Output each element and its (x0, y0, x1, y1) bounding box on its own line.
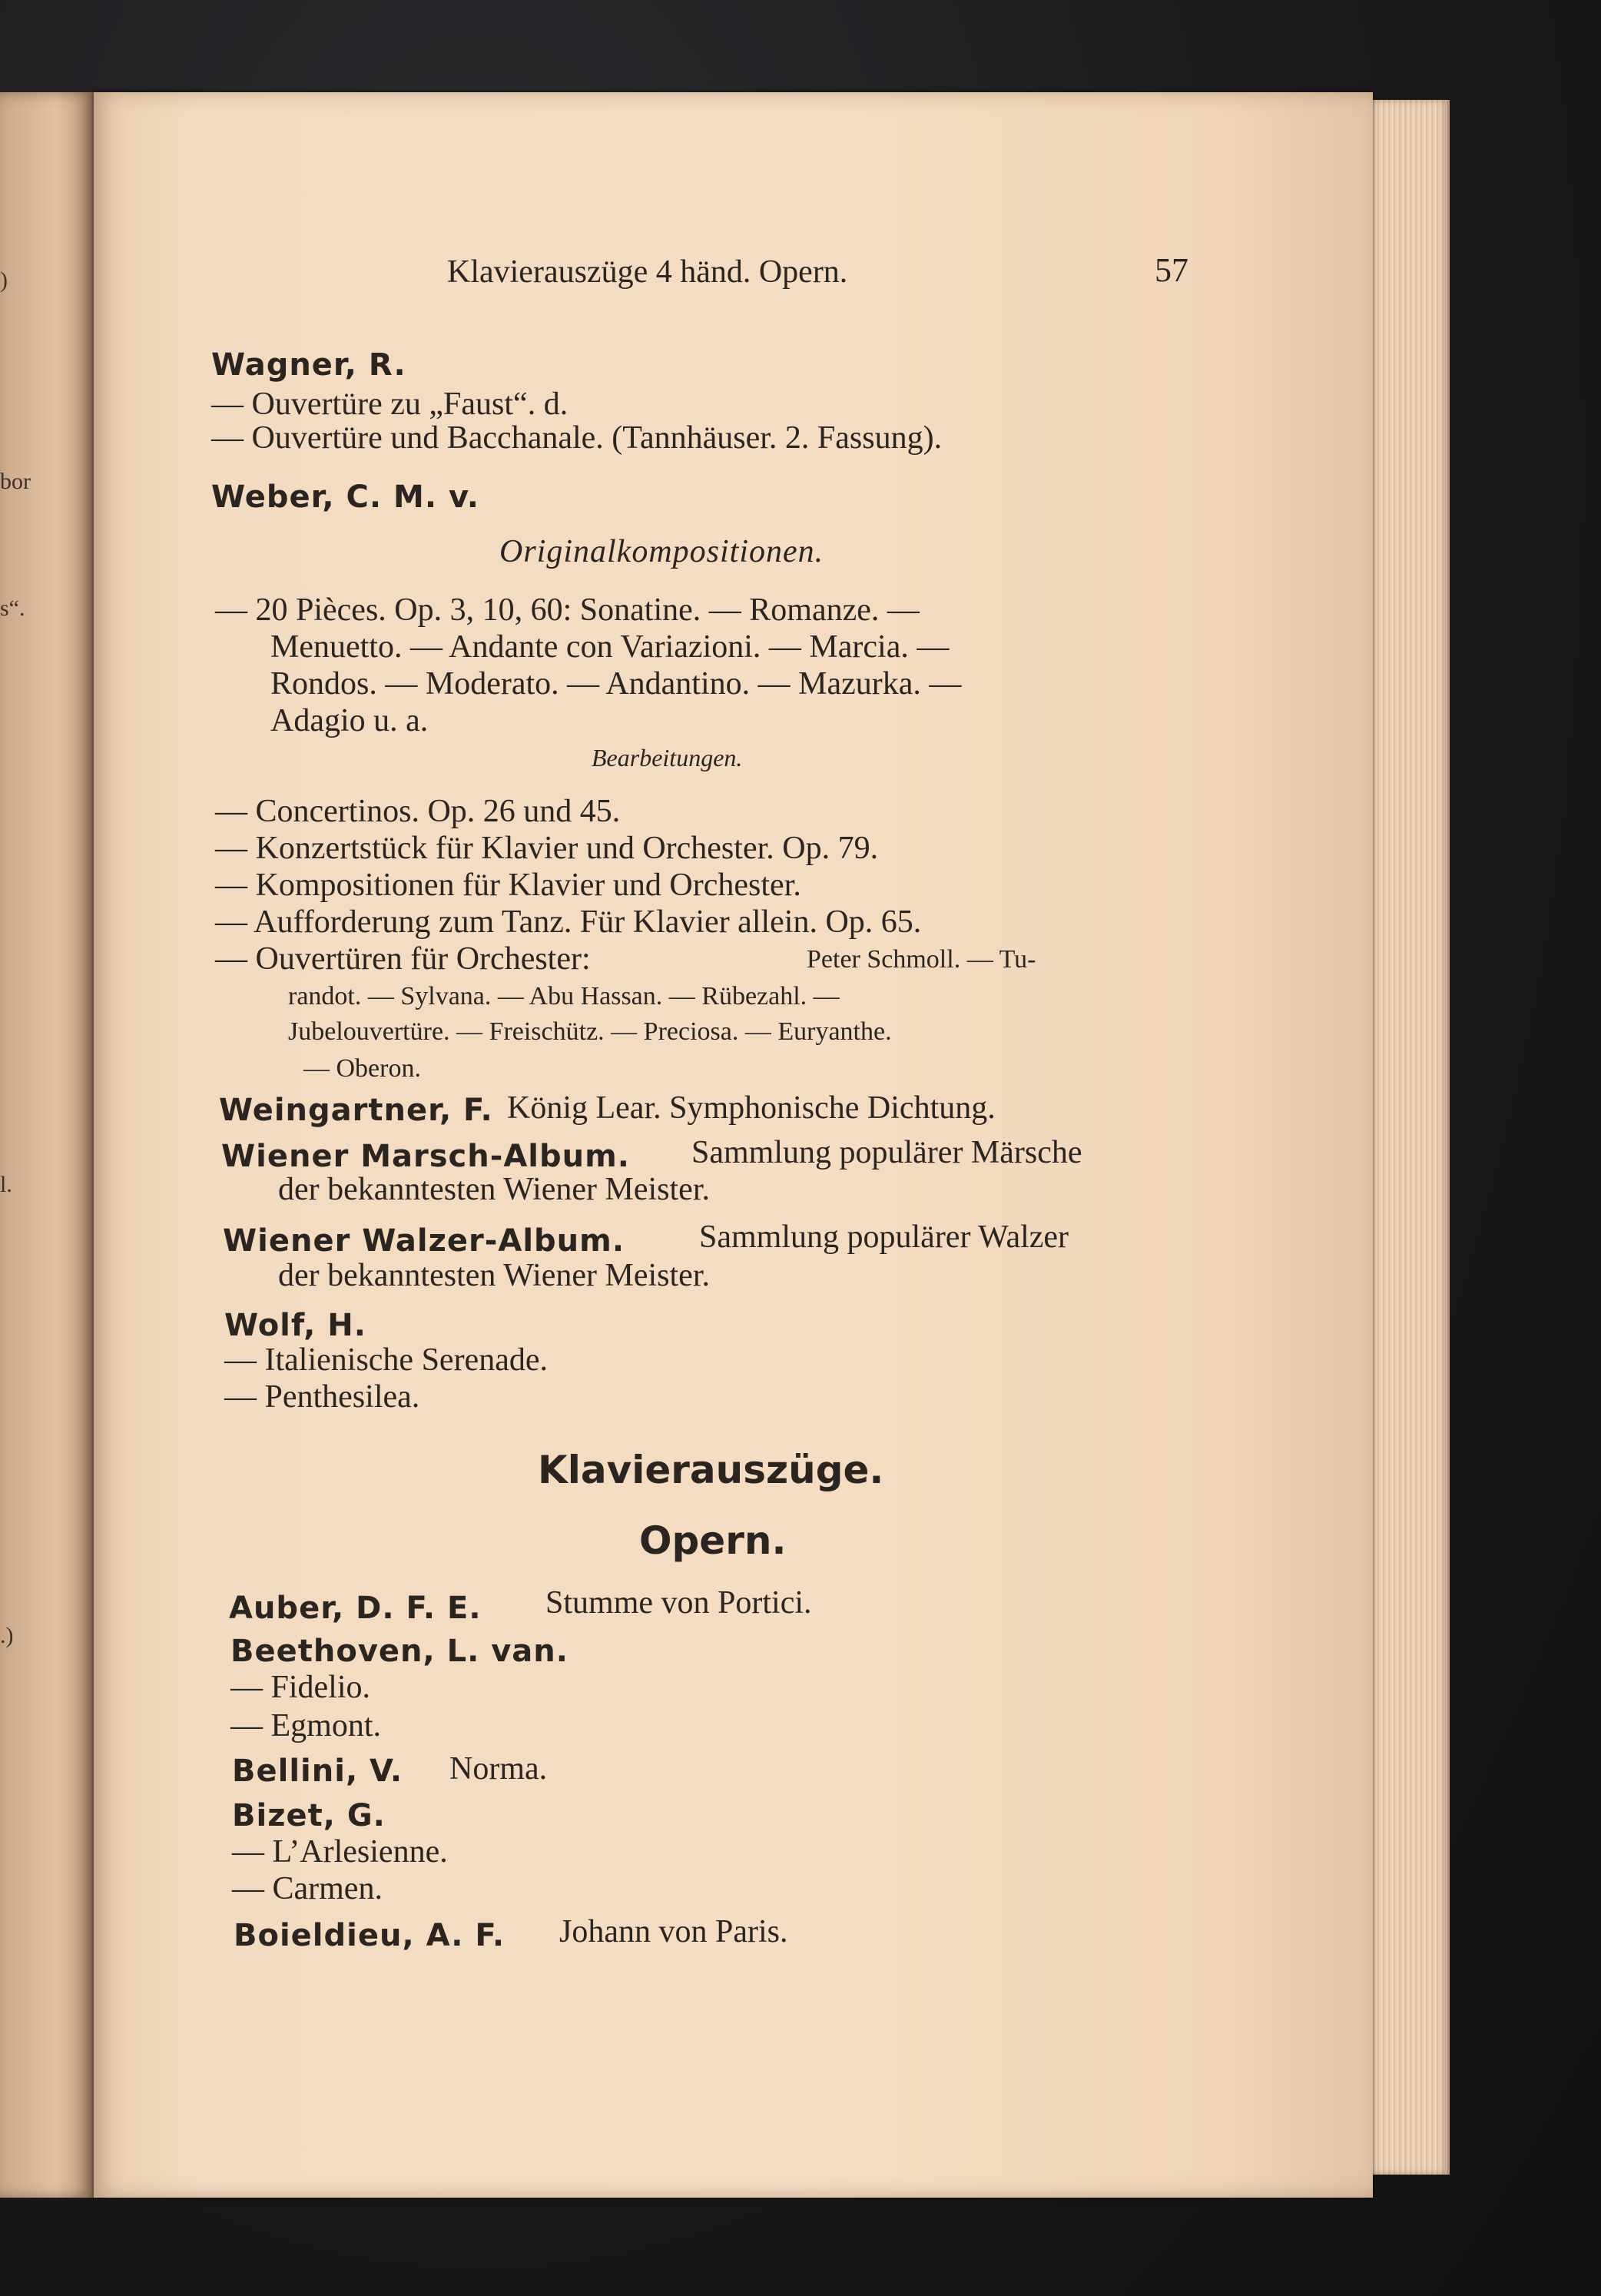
left-fragment: .) (0, 1623, 14, 1648)
work-entry: — Carmen. (232, 1871, 383, 1906)
work-entry: Norma. (449, 1751, 548, 1787)
work-entry: König Lear. Symphonische Dichtung. (507, 1090, 996, 1126)
work-entry: — Konzertstück für Klavier und Orchester. Op. 79. (215, 831, 879, 866)
work-entry: Sammlung populärer Märsche (691, 1135, 1082, 1170)
composer-name: Beethoven, L. van. (230, 1634, 568, 1669)
work-entry: — Ouvertüren für Orchester: (215, 941, 591, 977)
work-entry-continued: Rondos. — Moderato. — Andantino. — Mazurka. — (270, 666, 962, 702)
page-number: 57 (1155, 251, 1188, 289)
work-entry-continued: Menuetto. — Andante con Variazioni. — Marcia. — (270, 629, 950, 665)
composer-name: Bellini, V. (232, 1754, 403, 1789)
running-title: Klavierauszüge 4 händ. Opern. (447, 254, 848, 290)
work-entry: Johann von Paris. (559, 1914, 788, 1949)
work-entry-continued: der bekanntesten Wiener Meister. (278, 1172, 710, 1207)
left-fragment: ) (0, 267, 8, 293)
work-entry: — Aufforderung zum Tanz. Für Klavier allein. Op. 65. (215, 904, 922, 940)
section-title: Klavierauszüge. (538, 1448, 884, 1492)
work-entry-small: Jubelouvertüre. — Freischütz. — Preciosa. — Euryanthe. (288, 1017, 892, 1046)
work-entry: — Egmont. (230, 1708, 381, 1744)
composer-name: Wolf, H. (224, 1308, 366, 1343)
subsection-heading: Bearbeitungen. (592, 744, 743, 771)
work-entry-small: Peter Schmoll. — Tu- (807, 945, 1036, 974)
work-entry-continued: Adagio u. a. (270, 703, 429, 738)
composer-name: Wiener Walzer-Album. (223, 1223, 625, 1259)
composer-name: Weingartner, F. (219, 1093, 493, 1128)
left-fragment: bor (0, 469, 31, 494)
work-entry: — L’Arlesienne. (232, 1834, 448, 1870)
composer-name: Weber, C. M. v. (211, 479, 479, 515)
section-subtitle: Opern. (639, 1518, 787, 1563)
work-entry: — Ouvertüre zu „Faust“. d. (211, 387, 568, 422)
work-entry: — 20 Pièces. Op. 3, 10, 60: Sonatine. — Romanze. — (215, 592, 920, 628)
left-page-edge (0, 92, 94, 2198)
work-entry: — Concertinos. Op. 26 und 45. (215, 794, 621, 829)
work-entry-continued: der bekanntesten Wiener Meister. (278, 1258, 710, 1293)
page-edges (1364, 100, 1450, 2175)
work-entry: — Italienische Serenade. (224, 1342, 548, 1378)
left-fragment: l. (0, 1172, 12, 1197)
work-entry: — Fidelio. (230, 1670, 371, 1705)
composer-name: Wiener Marsch-Album. (221, 1139, 630, 1174)
subsection-heading: Originalkompositionen. (499, 534, 824, 569)
work-entry: Sammlung populärer Walzer (699, 1219, 1069, 1255)
work-entry: Stumme von Portici. (545, 1585, 812, 1621)
composer-name: Auber, D. F. E. (229, 1591, 482, 1626)
work-entry-small: — Oberon. (303, 1054, 421, 1083)
composer-name: Boieldieu, A. F. (234, 1918, 505, 1953)
work-entry-small: randot. — Sylvana. — Abu Hassan. — Rübezahl. — (288, 982, 840, 1010)
work-entry: — Kompositionen für Klavier und Orchester. (215, 868, 801, 903)
left-fragment: s“. (0, 596, 25, 621)
composer-name: Bizet, G. (232, 1798, 386, 1833)
work-entry: — Penthesilea. (224, 1379, 420, 1415)
work-entry: — Ouvertüre und Bacchanale. (Tannhäuser. 2. Fassung). (211, 420, 943, 456)
composer-name: Wagner, R. (211, 347, 406, 383)
